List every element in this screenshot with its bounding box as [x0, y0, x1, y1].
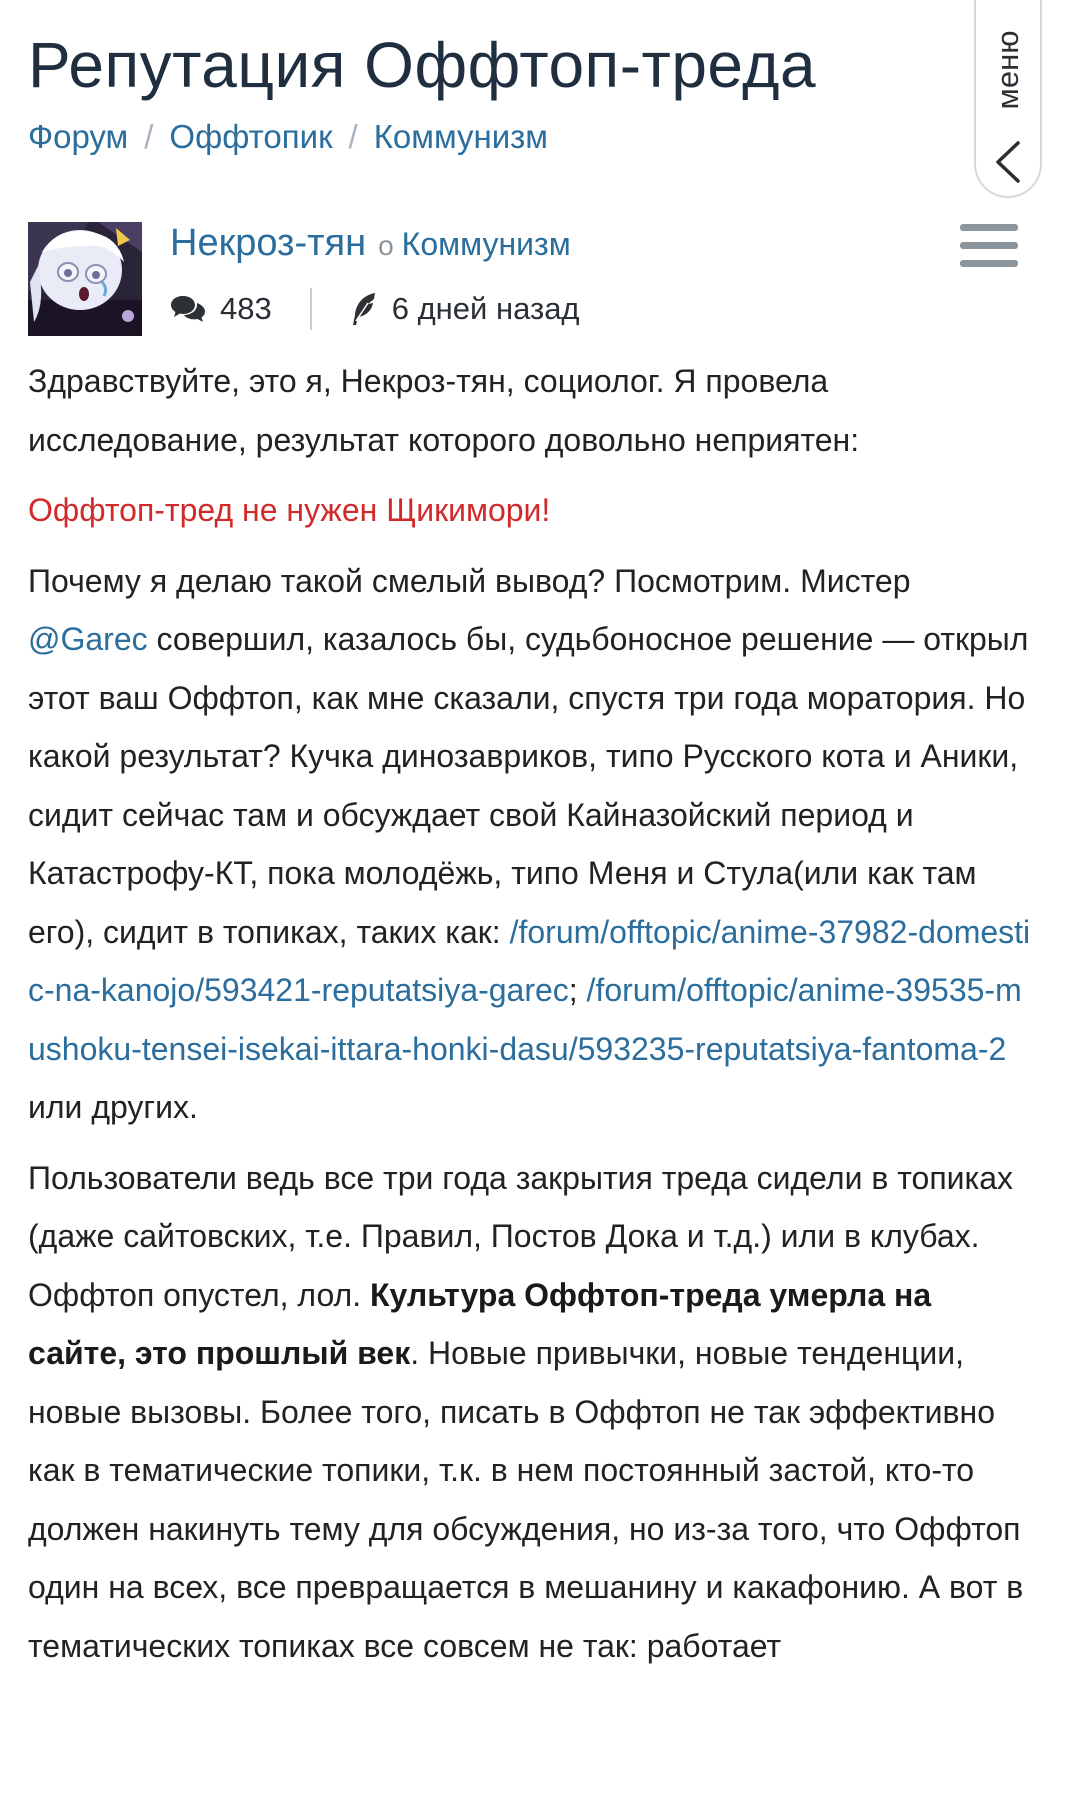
post-menu-button[interactable]: [960, 224, 1018, 272]
user-mention[interactable]: @Garec: [28, 621, 148, 658]
avatar-image: [28, 222, 142, 336]
page: [28, 0, 1038, 1687]
comments-link[interactable]: [170, 291, 272, 327]
breadcrumb-communism[interactable]: Коммунизм: [373, 118, 548, 156]
breadcrumb-separator: /: [348, 118, 358, 156]
author-line: [170, 222, 571, 265]
post-time: [348, 291, 580, 327]
post-date: 6 дней назад: [391, 291, 580, 327]
in-label: о: [378, 230, 394, 262]
avatar[interactable]: [28, 222, 142, 336]
text-fragment: Пользователи ведь все три года закрытия треда сидели в топиках (даже сайтовских, т.е. Правил, Постов Дока и т.д.) или в клубах. Оффтоп опустел, лол.: [28, 1159, 1014, 1313]
topic-link[interactable]: Коммунизм: [401, 226, 571, 263]
bold-statement: Культура Оффтоп-треда умерла на сайте, это прошлый век: [28, 1276, 932, 1372]
comments-count: 483: [220, 291, 272, 327]
page-title: Репутация Оффтоп-треда: [28, 29, 817, 101]
post-paragraph: [28, 552, 1038, 1137]
text-fragment: ;: [568, 972, 587, 1009]
post-header: [28, 222, 1038, 336]
post-paragraph: Здравствуйте, это я, Некроз-тян, социолог. Я провела исследование, результат которого довольно неприятен:: [28, 363, 860, 458]
post-body: [28, 352, 1038, 1675]
breadcrumb-forum[interactable]: Форум: [28, 118, 129, 156]
hamburger-icon: [960, 224, 1018, 231]
post-highlight-red: Оффтоп-тред не нужен Щикимори!: [28, 492, 551, 529]
feather-icon: [348, 291, 378, 327]
breadcrumb-offtopic[interactable]: Оффтопик: [169, 118, 333, 156]
menu-tab-label: меню: [990, 30, 1025, 110]
post-paragraph: [28, 1149, 1038, 1676]
text-fragment: Почему я делаю такой смелый вывод? Посмотрим. Мистер: [28, 562, 911, 599]
hamburger-icon: [960, 260, 1018, 267]
hamburger-icon: [960, 242, 1018, 249]
author-name[interactable]: Некроз-тян: [170, 222, 367, 265]
chevron-left-icon: [990, 140, 1026, 184]
breadcrumb-separator: /: [144, 118, 154, 156]
breadcrumb: [28, 118, 1038, 156]
topic-link-2[interactable]: /forum/offtopic/anime-39535-mushoku-tensei-isekai-ittara-honki-dasu/593235-reputatsiya-fantoma-2: [28, 972, 1022, 1067]
text-fragment: совершил, казалось бы, судьбоносное решение — открыл этот ваш Оффтоп, как мне сказали, спустя три года моратория. Но какой результат? Кучка динозавриков, типо Русского кота и Аники, сидит сейчас там и обсуждает свой Кайназойский период и Катастрофу-КТ, пока молодёжь, типо Меня и Стула(или как там его), сидит в топиках, таких как:: [28, 621, 1029, 950]
meta-divider: [310, 288, 312, 330]
topic-link-1[interactable]: /forum/offtopic/anime-37982-domestic-na-kanojo/593421-reputatsiya-garec: [28, 913, 1031, 1009]
post-meta: [170, 288, 580, 330]
text-fragment: или других.: [28, 1089, 198, 1126]
comments-icon: [170, 294, 206, 324]
side-menu-tab[interactable]: [974, 0, 1042, 198]
text-fragment: . Новые привычки, новые тенденции, новые вызовы. Более того, писать в Оффтоп не так эффективно как в тематические топики, т.к. в нем постоянный застой, кто-то должен накинуть тему для обсуждения, но из-за того, что Оффтоп один на всех, все превращается в мешанину и какафонию. А вот в тематических топиках все совсем не так: работает: [28, 1335, 1024, 1664]
